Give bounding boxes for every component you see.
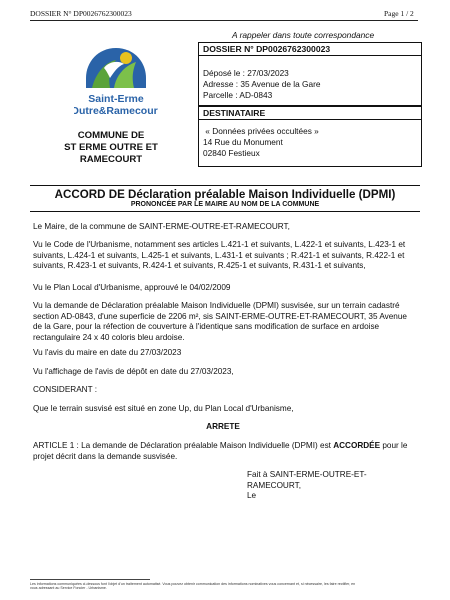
text-line: de la Gare, pour la réfection de couverture à l'identique sans modification de surface en ardoise (33, 322, 380, 332)
dossier-box-title: DOSSIER N° DP0026762300023 (203, 44, 331, 54)
article-decision: ACCORDÉE (333, 441, 381, 450)
rappel-note: A rappeler dans toute correspondance (232, 30, 375, 40)
commune-name-line: COMMUNE DE (77, 130, 145, 141)
text-line: Le (247, 491, 257, 501)
dossier-adresse: Adresse : 35 Avenue de la Gare (203, 79, 321, 89)
arrete-heading: ARRETE (206, 422, 240, 431)
text-line: vous adressant au Service Foncier - Urbanisme. (30, 586, 107, 591)
footer-notice (30, 582, 420, 591)
paragraph-plu: Vu le Plan Local d'Urbanisme, approuvé le 04/02/2009 (33, 283, 231, 292)
commune-logo (74, 44, 158, 120)
dossier-box (198, 42, 422, 106)
paragraph-article-1 (33, 441, 423, 462)
commune-name (50, 130, 172, 166)
destinataire-box (198, 106, 422, 167)
paragraph-considerant: CONSIDERANT : (33, 385, 97, 394)
paragraph-code-urbanisme (33, 240, 423, 272)
paragraph-demande (33, 301, 423, 343)
paragraph-terrain: Que le terrain susvisé est situé en zone Up, du Plan Local d'Urbanisme, (33, 404, 294, 413)
decision-title: ACCORD DE Déclaration préalable Maison Individuelle (DPMI) (54, 188, 396, 201)
text-line (33, 441, 423, 452)
article-text: ARTICLE 1 : La demande de Déclaration préalable Maison Individuelle (DPMI) est (33, 441, 334, 450)
dossier-depot-date: Déposé le : 27/03/2023 (203, 68, 289, 78)
destinataire-rue: 14 Rue du Monument (203, 137, 283, 147)
text-line: Vu le Code de l'Urbanisme, notamment ses articles L.421-1 et suivants, L.422-1 et suivants, L.423-1 et (33, 240, 406, 249)
text-line: Fait à SAINT-ERME-OUTRE-ET- (247, 470, 367, 479)
text-line: suivants, L.424-1 et suivants, L.425-1 et suivants, L.431-1 et suivants ; R.421-1 et suivants, R.422-1 et (33, 250, 405, 260)
logo-emblem-icon (74, 44, 158, 120)
text-line: Les informations communiquées ci-dessous font l'objet d'un traitement automatisé. Vous pouvez obtenir communication des informations nominatives vous concernant et, si nécessaire, les faire rectifier, en (30, 582, 356, 586)
destinataire-box-title: DESTINATAIRE (203, 108, 266, 118)
paragraph-maire: Le Maire, de la commune de SAINT-ERME-OUTRE-ET-RAMECOURT, (33, 222, 290, 231)
text-line: suivants, R.423-1 et suivants, R.424-1 et suivants, R.425-1 et suivants, R.431-1 et suivants, (33, 261, 366, 271)
text-line: Vu la demande de Déclaration préalable Maison Individuelle (DPMI) susvisée, sur un terrain cadastré (33, 301, 400, 310)
header-page-number: Page 1 / 2 (384, 9, 414, 18)
text-line: rectangulaire 24 x 40 coloris bleu ardoise. (33, 332, 185, 342)
destinataire-box-divider (199, 119, 421, 120)
footer-divider (30, 579, 150, 580)
commune-name-line: RAMECOURT (79, 154, 143, 165)
paragraph-affichage: Vu l'affichage de l'avis de dépôt en date du 27/03/2023, (33, 367, 234, 376)
decision-title-band (30, 185, 420, 212)
dossier-box-divider (199, 55, 421, 56)
text-line: section AD-0843, d'une superficie de 2206 m², sis SAINT-ERME-OUTRE-ET-RAMECOURT, 35 Avenue (33, 311, 407, 321)
destinataire-ville: 02840 Festieux (203, 148, 260, 158)
article-text-end: pour le (380, 441, 408, 450)
text-line: RAMECOURT, (247, 480, 301, 490)
paragraph-avis-maire: Vu l'avis du maire en date du 27/03/2023 (33, 348, 182, 357)
text-line: projet décrit dans la demande susvisée. (33, 451, 178, 461)
logo-text-line2: Outre&Ramecourt (74, 105, 158, 117)
signature-place (247, 470, 397, 502)
commune-name-line: ST ERME OUTRE ET (64, 142, 158, 153)
logo-text-line1: Saint-Erme (88, 93, 144, 105)
header-dossier-number: DOSSIER N° DP0026762300023 (30, 9, 132, 18)
header-divider (30, 20, 418, 21)
decision-subtitle: PRONONCÉE PAR LE MAIRE AU NOM DE LA COMMUNE (130, 201, 320, 208)
dossier-parcelle: Parcelle : AD-0843 (203, 90, 273, 100)
destinataire-nom: « Données privées occultées » (203, 126, 319, 136)
